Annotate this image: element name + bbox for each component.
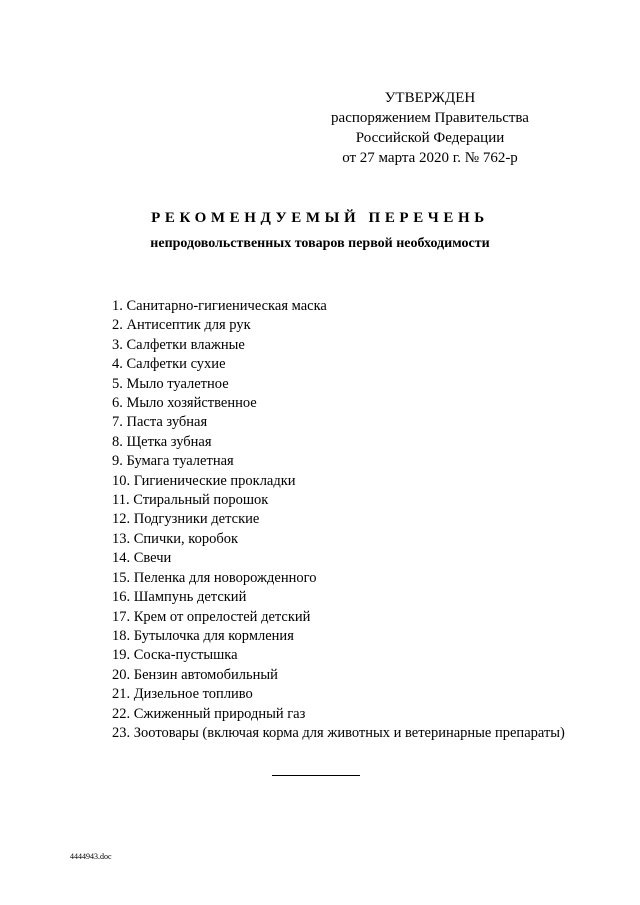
list-item: 8. Щетка зубная (112, 433, 212, 450)
list-item: 17. Крем от опрелостей детский (112, 608, 311, 625)
list-item: 2. Антисептик для рук (112, 317, 251, 334)
list-item: 7. Паста зубная (112, 414, 208, 431)
list-item: 1. Санитарно-гигиеническая маска (112, 298, 327, 314)
document-title: РЕКОМЕНДУЕМЫЙ ПЕРЕЧЕНЬ (151, 210, 489, 226)
approval-line-2: Российской Федерации (355, 130, 505, 146)
list-item: 19. Соска-пустышка (112, 647, 238, 664)
list-item: 10. Гигиенические прокладки (112, 472, 296, 489)
file-name-footer: 4444943.doc (70, 852, 112, 861)
approval-block (300, 88, 560, 168)
list-item: 15. Пеленка для новорожденного (112, 569, 317, 586)
goods-list (112, 297, 565, 743)
document-subtitle: непродовольственных товаров первой необходимости (150, 236, 490, 251)
list-item: 23. Зоотовары (включая корма для животных и ветеринарные препараты) (112, 724, 565, 741)
list-item: 9. Бумага туалетная (112, 453, 234, 470)
list-item: 11. Стиральный порошок (112, 492, 269, 509)
list-item: 5. Мыло туалетное (112, 375, 229, 392)
list-item: 12. Подгузники детские (112, 511, 260, 528)
approval-line-3: от 27 марта 2020 г. № 762-р (342, 150, 518, 166)
approval-line-1: распоряжением Правительства (331, 110, 529, 126)
list-item: 18. Бутылочка для кормления (112, 627, 294, 644)
approval-heading: УТВЕРЖДЕН (384, 90, 476, 106)
list-item: 3. Салфетки влажные (112, 336, 245, 353)
list-item: 22. Сжиженный природный газ (112, 705, 306, 722)
list-item: 21. Дизельное топливо (112, 686, 253, 703)
end-divider (272, 775, 360, 776)
list-item: 6. Мыло хозяйственное (112, 395, 257, 412)
list-item: 16. Шампунь детский (112, 589, 247, 606)
list-item: 14. Свечи (112, 550, 172, 567)
list-item: 20. Бензин автомобильный (112, 666, 278, 683)
list-item: 4. Салфетки сухие (112, 356, 226, 373)
list-item: 13. Спички, коробок (112, 530, 239, 547)
